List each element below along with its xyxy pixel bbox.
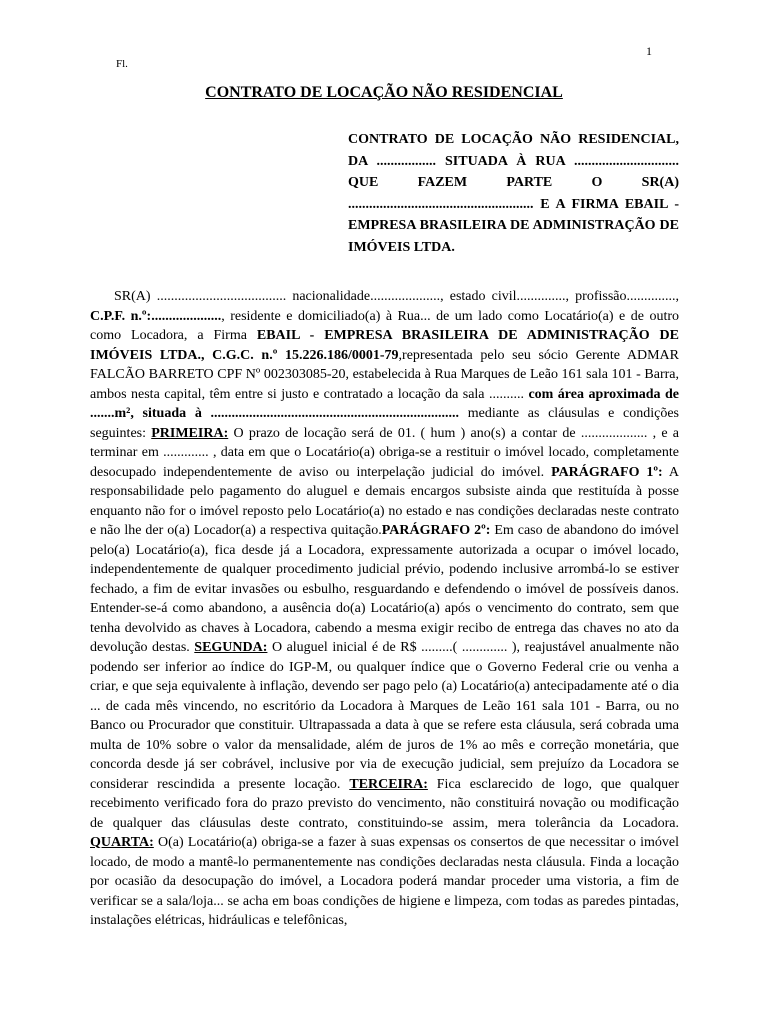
contract-preamble: CONTRATO DE LOCAÇÃO NÃO RESIDENCIAL, DA ................. SITUADA À RUA .............................. QUE FAZEM PARTE O SR(A) ..................................................... E A FIRMA EBAIL - EMPRESA BRASILEIRA DE ADMINISTRAÇÃO DE IMÓVEIS LTDA. (348, 132, 679, 255)
intro-text-2: , residente e domiciliado(a) à Rua... de um lado como Locatário(a) e de outro como Locadora, a Firma (90, 308, 680, 343)
company-name: EBAIL - EMPRESA BRASILEIRA DE ADMINISTRAÇÃO DE IMÓVEIS LTDA., C.G.C. n.º 15.226.186/0001-79 (90, 328, 679, 363)
clause-segunda-label: SEGUNDA: (194, 640, 268, 655)
cpf-label: C.P.F. n.º:.................... (90, 308, 222, 324)
folio-label: Fl. (116, 58, 128, 70)
clause-primeira-text: O prazo de locação será de 01. ( hum ) ano(s) a contar de ................... , e a terminar em ............. , data em que o Locatário(a) obriga-se a restituir o imóvel locado, completamente desocupado independentemente de aviso ou interpelação judicial do imóvel. (90, 425, 679, 480)
intro-text-3: ,representada pelo seu sócio Gerente ADMAR FALCÃO BARRETO CPF Nº 002303085-20, estabelecida à Rua Marques de Leão 161 sala 101 - Barra, ambos nesta capital, têm entre si justo e contratado a locação da sala .......... (90, 347, 679, 402)
clause-terceira-text: Fica esclarecido de logo, que qualquer recebimento verificado fora do prazo previsto do vencimento, não constituirá novação ou modificação de qualquer das cláusulas deste contrato, constituindo-se assim, mera tolerância da Locadora. (90, 776, 679, 831)
clause-quarta-label: QUARTA: (90, 835, 154, 850)
paragrafo-1-label: PARÁGRAFO 1º: (551, 464, 663, 480)
contract-body (90, 287, 679, 931)
clause-quarta-text: O(a) Locatário(a) obriga-se a fazer à suas expensas os consertos de que necessitar o imóvel locado, de modo a mantê-lo permanentemente nas condições declaradas nesta cláusula. Finda a locação por ocasião da desocupação do imóvel, a Locadora poderá mandar proceder uma vistoria, a fim de verificar se a sala/loja... se acha em boas condições de higiene e limpeza, com todas as paredes pintadas, instalações elétricas, hidráulicas e telefônicas, (90, 835, 679, 928)
document-title: CONTRATO DE LOCAÇÃO NÃO RESIDENCIAL (205, 84, 563, 101)
clause-segunda-text: O aluguel inicial é de R$ .........( ............. ), reajustável anualmente não podendo ser inferior ao índice do IGP-M, ou qualquer índice que o Governo Federal crie ou venha a criar, e que seja equivalente à inflação, devendo ser pago pelo (a) Locatário(a) antecipadamente até o dia ... de cada mês vincendo, no escritório da Locadora à Marques de Leão 161 sala 101 - Barra, ou no Banco ou Procurador que constituir. Ultrapassada a data à que se refere esta cláusula, será cobrada uma multa de 10% sobre o valor da mensalidade, além de juros de 1% ao mês e correção monetária, que concorda desde já ser cobrável, inclusive por via de execução judicial, sem prejuízo da Locadora se considerar rescindida a presente locação. (90, 640, 679, 792)
paragrafo-1-text: A responsabilidade pelo pagamento do aluguel e demais encargos subsiste ainda que restituída à posse enquanto não for o imóvel reposto pelo Locatário(a) no estado e nas condições declaradas neste contrato e não lhe der o(a) Locador(a) a respectiva quitação. (90, 464, 679, 538)
area-clause: com área aproximada de .......m², situada à ....................................................................... (90, 386, 679, 421)
clause-primeira-label: PRIMEIRA: (151, 425, 229, 441)
paragrafo-2-text: Em caso de abandono do imóvel pelo(a) Locatário(a), fica desde já a Locadora, expressamente autorizada a ocupar o imóvel locado, independentemente de qualquer procedimento judicial prévio, podendo inclusive arrombá-lo se estiver fechado, a fim de evitar invasões ou esbulho, resguardando e defendendo o imóvel de possíveis danos. Entender-se-á como abandono, a ausência do(a) Locatário(a) após o vencimento do contrato, sem que tenha devolvido as chaves à Locadora, cabendo a mesma exigir recibo de entrega das chaves no ato da devolução destas. (90, 523, 679, 655)
page-number: 1 (646, 44, 652, 58)
contract-paragraph (90, 287, 679, 931)
intro-text-4: mediante as cláusulas e condições seguintes: (90, 406, 680, 441)
intro-text-1: SR(A) ..................................... nacionalidade...................., estado civil.............., profissão.............., (114, 289, 679, 304)
paragrafo-2-label: PARÁGRAFO 2º: (381, 523, 491, 538)
clause-terceira-label: TERCEIRA: (349, 776, 428, 792)
